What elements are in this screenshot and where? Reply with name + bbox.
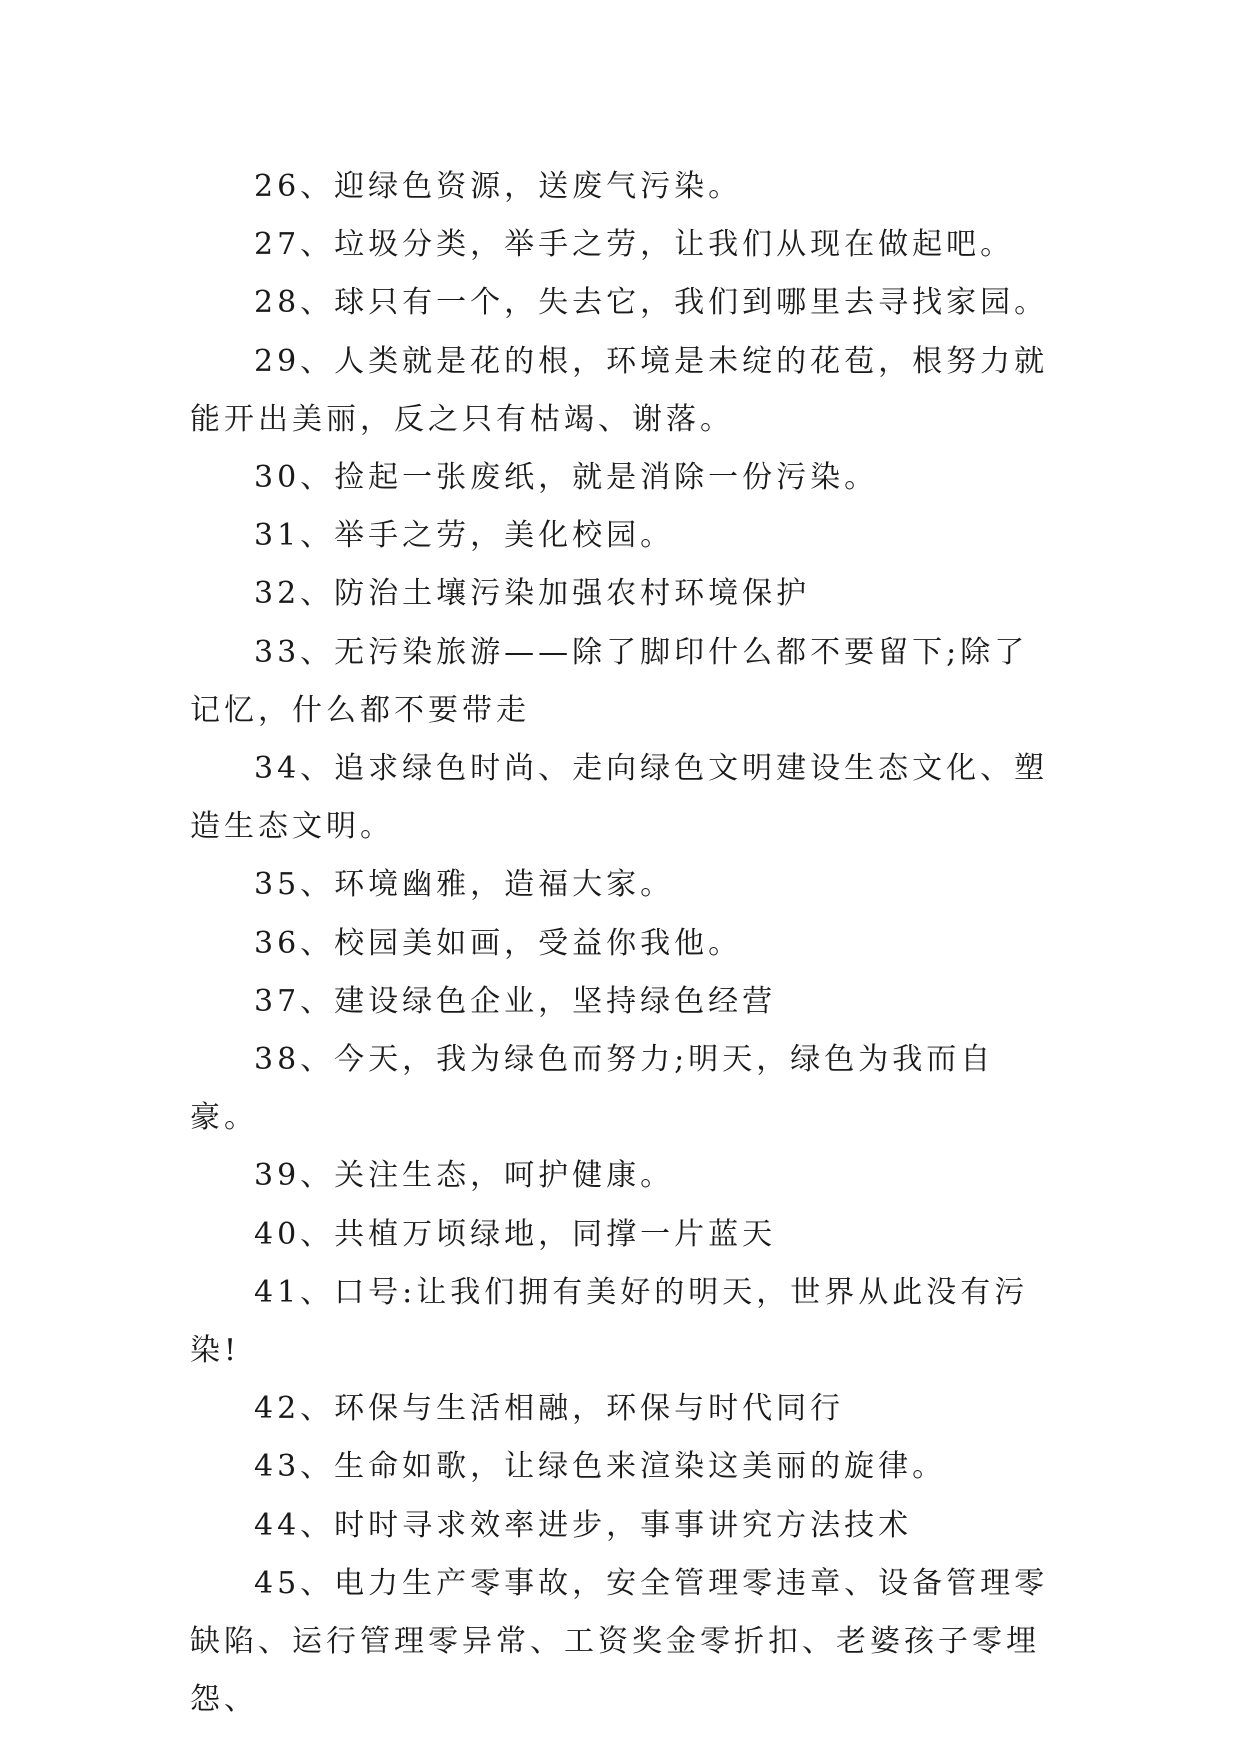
paragraph-36: 36、校园美如画，受益你我他。 [254,925,743,961]
paragraph-35: 35、环境幽雅，造福大家。 [254,867,675,903]
paragraph-26: 26、迎绿色资源，送废气污染。 [254,169,743,204]
paragraph-29: 29、人类就是花的根，环境是未绽的花苞，根努力就能开出美丽，反之只有枯竭、谢落。 [190,343,1049,437]
paragraph-44: 44、时时寻求效率进步，事事讲究方法技术 [254,1507,913,1543]
paragraph-34: 34、追求绿色时尚、走向绿色文明建设生态文化、塑造生态文明。 [190,751,1049,845]
paragraph-32: 32、防治土壤污染加强农村环境保护 [254,576,811,612]
paragraph-40: 40、共植万顷绿地，同撑一片蓝天 [254,1216,777,1252]
paragraph-41: 41、口号:让我们拥有美好的明天，世界从此没有污染! [190,1274,1029,1369]
paragraph-45: 45、电力生产零事故，安全管理零违章、设备管理零缺陷、运行管理零异常、工资奖金零折扣、老婆孩子零埋怨、 [190,1565,1049,1718]
paragraph-39: 39、关注生态，呵护健康。 [254,1158,675,1194]
paragraph-28: 28、球只有一个，失去它，我们到哪里去寻找家园。 [254,285,1049,321]
document-body [190,158,1050,1729]
paragraph-31: 31、举手之劳，美化校园。 [254,518,675,554]
paragraph-38: 38、今天，我为绿色而努力;明天，绿色为我而自豪。 [190,1042,995,1136]
paragraph-33: 33、无污染旅游——除了脚印什么都不要留下;除了记忆，什么都不要带走 [190,634,1029,728]
paragraph-27: 27、垃圾分类，举手之劳，让我们从现在做起吧。 [254,227,1015,263]
paragraph-30: 30、捡起一张废纸，就是消除一份污染。 [254,460,879,496]
paragraph-43: 43、生命如歌，让绿色来渲染这美丽的旋律。 [254,1449,947,1485]
paragraph-37: 37、建设绿色企业，坚持绿色经营 [254,983,777,1019]
paragraph-42: 42、环保与生活相融，环保与时代同行 [254,1391,845,1427]
